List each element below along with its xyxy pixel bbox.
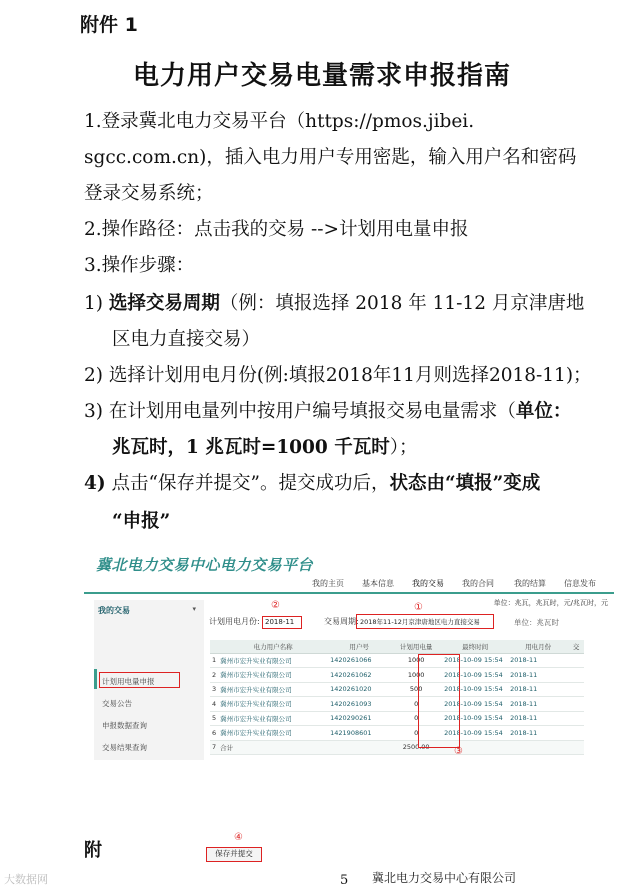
row-more	[568, 697, 584, 712]
item-4	[84, 472, 540, 496]
total-label: 合计	[218, 740, 328, 755]
row-plan-qty[interactable]: 0	[390, 726, 442, 741]
row-final-time: 2018-10-09 15:54	[442, 653, 508, 668]
item-1	[84, 292, 584, 316]
sidebar-item-announcement[interactable]: 交易公告	[102, 699, 132, 708]
qty-highlight-box	[418, 654, 460, 748]
row-more	[568, 682, 584, 697]
watermark: 大数据网	[4, 873, 48, 886]
sidebar-item-result-query[interactable]: 交易结果查询	[102, 743, 147, 752]
platform-brand: 冀北电力交易中心电力交易平台	[96, 556, 314, 574]
row-index: 5	[210, 711, 218, 726]
row-month: 2018-11	[508, 682, 568, 697]
nav-my-settlement[interactable]: 我的结算	[514, 579, 546, 588]
page-number: 5	[340, 873, 349, 888]
step-3: 3.操作步骤：	[84, 255, 195, 276]
chevron-down-icon[interactable]: ▾	[192, 605, 196, 613]
item-3-unit-bold: 单位：	[515, 401, 572, 422]
row-more	[568, 668, 584, 683]
page-title: 电力用户交易电量需求申报指南	[132, 61, 511, 91]
sidebar	[94, 600, 204, 760]
marker-3: ③	[454, 746, 463, 757]
table-row	[210, 726, 584, 741]
item-3-text: 3) 在计划用电量列中按用户编号填报交易电量需求（	[84, 401, 516, 422]
row-plan-qty[interactable]: 1000	[390, 668, 442, 683]
table-row	[210, 711, 584, 726]
row-plan-qty[interactable]: 0	[390, 711, 442, 726]
total-qty: 2500.00	[390, 740, 442, 755]
row-user-name: 冀州市宏升实业有限公司	[218, 653, 328, 668]
item-1-rest: （例：填报选择 2018 年 11-12 月京津唐地	[219, 293, 585, 314]
item-1-number: 1)	[84, 293, 103, 314]
total-index: 7	[210, 740, 218, 755]
nav-my-trading[interactable]: 我的交易	[412, 579, 444, 588]
row-index: 6	[210, 726, 218, 741]
partial-heading: 附	[84, 840, 102, 861]
row-more	[568, 711, 584, 726]
row-plan-qty[interactable]: 500	[390, 682, 442, 697]
row-final-time: 2018-10-09 15:54	[442, 711, 508, 726]
col-final-time: 最终时间	[442, 640, 508, 653]
table-row	[210, 668, 584, 683]
row-index: 4	[210, 697, 218, 712]
row-user-id: 1420261020	[328, 682, 390, 697]
item-1-cont: 区电力直接交易）	[112, 329, 261, 350]
col-user-id: 用户号	[328, 640, 390, 653]
item-3-end: ）；	[389, 437, 418, 458]
row-month: 2018-11	[508, 668, 568, 683]
row-month: 2018-11	[508, 653, 568, 668]
month-input[interactable]: 2018-11	[262, 616, 302, 629]
row-final-time: 2018-10-09 15:54	[442, 697, 508, 712]
cycle-select[interactable]: 2018年11-12月京津唐地区电力直接交易	[356, 614, 494, 629]
unit-label: 单位：兆瓦时	[514, 618, 559, 627]
item-2: 2) 选择计划用电月份(例:填报2018年11月则选择2018-11)；	[84, 365, 592, 386]
units-note: 单位：兆瓦，兆瓦时，元/兆瓦时，元	[493, 599, 608, 607]
item-4-bold: 状态由“填报”变成	[389, 473, 541, 494]
row-index: 3	[210, 682, 218, 697]
sidebar-item-plan-declare[interactable]: 计划用电量申报	[102, 677, 155, 686]
declare-table	[210, 640, 584, 755]
row-final-time: 2018-10-09 15:54	[442, 726, 508, 741]
row-user-name: 冀州市宏升实业有限公司	[218, 668, 328, 683]
company-name: 冀北电力交易中心有限公司	[372, 871, 517, 885]
nav-info-release[interactable]: 信息发布	[564, 579, 596, 588]
total-row	[210, 740, 584, 755]
cycle-label: 交易周期:	[324, 617, 359, 626]
table-row	[210, 697, 584, 712]
row-plan-qty[interactable]: 1000	[390, 653, 442, 668]
step-1-line-1: 1.登录冀北电力交易平台（https://pmos.jibei.	[84, 111, 475, 132]
item-4-text: 点击“保存并提交”。提交成功后，	[111, 473, 390, 494]
row-user-name: 冀州市宏升实业有限公司	[218, 682, 328, 697]
row-user-name: 冀州市宏升实业有限公司	[218, 697, 328, 712]
item-1-bold: 选择交易周期	[108, 293, 220, 314]
save-submit-button[interactable]: 保存并提交	[206, 847, 262, 862]
top-nav	[84, 578, 614, 594]
row-month: 2018-11	[508, 697, 568, 712]
row-user-name: 冀州市宏升实业有限公司	[218, 711, 328, 726]
step-1-line-2: sgcc.com.cn)，插入电力用户专用密匙，输入用户名和密码	[84, 147, 577, 168]
row-final-time: 2018-10-09 15:54	[442, 668, 508, 683]
nav-basic-info[interactable]: 基本信息	[362, 579, 394, 588]
sidebar-selection-bar	[94, 669, 97, 689]
table-row	[210, 682, 584, 697]
row-user-id: 1420261093	[328, 697, 390, 712]
row-month: 2018-11	[508, 711, 568, 726]
col-plan-qty: 计划用电量	[390, 640, 442, 653]
row-month: 2018-11	[508, 726, 568, 741]
marker-1: ①	[414, 602, 423, 613]
marker-2: ②	[271, 600, 280, 611]
row-user-id: 1420290261	[328, 711, 390, 726]
step-2: 2.操作路径：点击我的交易 -->计划用电量申报	[84, 219, 469, 240]
platform-screenshot	[84, 550, 614, 875]
item-3	[84, 400, 571, 424]
sidebar-item-declare-query[interactable]: 申报数据查询	[102, 721, 147, 730]
row-user-id: 1420261062	[328, 668, 390, 683]
row-user-id: 1421908601	[328, 726, 390, 741]
row-final-time: 2018-10-09 15:54	[442, 682, 508, 697]
col-more: 交	[568, 640, 584, 653]
row-index: 2	[210, 668, 218, 683]
sidebar-head[interactable]: 我的交易	[98, 606, 130, 615]
row-more	[568, 726, 584, 741]
col-index	[210, 640, 218, 653]
row-plan-qty[interactable]: 0	[390, 697, 442, 712]
marker-4: ④	[234, 832, 243, 843]
row-user-id: 1420261066	[328, 653, 390, 668]
row-more	[568, 653, 584, 668]
table-row	[210, 653, 584, 668]
month-label: 计划用电月份:	[209, 617, 260, 626]
annex-label: 附件 1	[80, 14, 138, 36]
row-user-name: 冀州市宏升实业有限公司	[218, 726, 328, 741]
col-month: 用电月份	[508, 640, 568, 653]
item-4-number: 4)	[84, 473, 106, 494]
item-3-cont	[112, 436, 418, 460]
nav-home[interactable]: 我的主页	[312, 579, 344, 588]
item-3-unit-detail: 兆瓦时，1 兆瓦时=1000 千瓦时	[112, 437, 390, 458]
row-index: 1	[210, 653, 218, 668]
col-user-name: 电力用户名称	[218, 640, 328, 653]
item-4-cont: “申报”	[112, 511, 171, 532]
nav-my-contracts[interactable]: 我的合同	[462, 579, 494, 588]
step-1-line-3: 登录交易系统；	[84, 183, 214, 204]
